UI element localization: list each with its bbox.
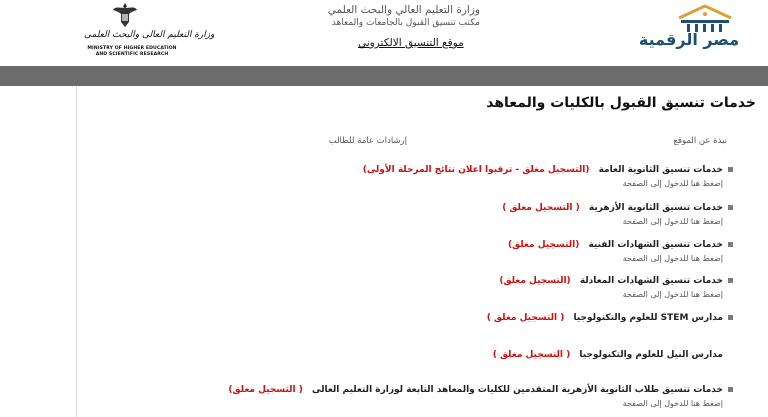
- bullet-icon: [728, 205, 733, 210]
- service-item-azhar-secondary: [77, 202, 768, 232]
- content-panel: [76, 86, 768, 417]
- service-enter-link[interactable]: إضغط هنا للدخول إلى الصفحة: [622, 399, 723, 408]
- site-link[interactable]: موقع التنسيق الالكتروني: [358, 37, 464, 49]
- registration-status: ( التسجيل مغلق ): [492, 350, 571, 360]
- service-item-technical-certificates: [77, 239, 768, 269]
- registration-status: ( التسجيل مغلق ): [486, 313, 565, 323]
- service-label: مدارس STEM للعلوم والتكنولوجيا: [573, 313, 723, 323]
- service-enter-link[interactable]: إضغط هنا للدخول إلى الصفحة: [622, 179, 723, 188]
- office-subtitle: مكتب تنسيق القبول بالجامعات والمعاهد: [331, 18, 480, 28]
- bullet-icon: [728, 242, 733, 247]
- student-guide-link[interactable]: إرشادات عامة للطالب: [328, 136, 407, 146]
- about-site-link[interactable]: نبذة عن الموقع: [673, 136, 727, 146]
- bullet-icon: [728, 315, 733, 320]
- page-title: خدمات تنسيق القبول بالكليات والمعاهد: [486, 95, 756, 111]
- service-enter-link[interactable]: إضغط هنا للدخول إلى الصفحة: [622, 254, 723, 263]
- digital-egypt-logo[interactable]: [638, 0, 765, 64]
- service-item-azhar-higher-education: [77, 384, 768, 414]
- service-enter-link[interactable]: إضغط هنا للدخول إلى الصفحة: [622, 217, 723, 226]
- registration-status: (التسجيل مغلق - ترقبوا اعلان نتائج المرحلة الأولى): [362, 165, 590, 175]
- registration-status: (التسجيل مغلق): [499, 276, 571, 286]
- site-header: [0, 0, 768, 66]
- registration-status: (التسجيل مغلق): [508, 240, 580, 250]
- digital-egypt-emblem-icon: [665, 0, 745, 34]
- service-label: خدمات تنسيق الثانوية العامة: [598, 165, 723, 175]
- bullet-icon: [728, 387, 733, 392]
- service-title[interactable]: [363, 164, 723, 176]
- registration-status: ( التسجيل مغلق): [228, 385, 303, 395]
- service-label: خدمات تنسيق الشهادات المعادلة: [579, 276, 723, 286]
- service-label: خدمات تنسيق طلاب الثانوية الأزهرية المتقدمين للكليات والمعاهد التابعة لوزارة التعليم العالى: [311, 385, 723, 395]
- eagle-emblem-icon: [112, 2, 138, 28]
- ministry-name-arabic: وزارة التعليم العالى والبحث العلمى: [84, 30, 215, 40]
- service-enter-link[interactable]: إضغط هنا للدخول إلى الصفحة: [622, 290, 723, 299]
- service-title[interactable]: [487, 312, 723, 324]
- service-label: مدارس النيل للعلوم والتكنولوجيا: [579, 350, 723, 360]
- office-title: [327, 4, 480, 29]
- bullet-icon: [728, 278, 733, 283]
- service-item-general-secondary: [77, 164, 768, 194]
- service-item-nile-schools: [77, 349, 768, 379]
- service-item-stem-schools: [77, 312, 768, 342]
- service-title[interactable]: [499, 275, 723, 287]
- service-title[interactable]: [493, 349, 723, 361]
- service-label: خدمات تنسيق الثانوية الأزهرية: [588, 203, 723, 213]
- ministry-name-english: MINISTRY OF HIGHER EDUCATION AND SCIENTIFIC RESEARCH: [87, 46, 177, 57]
- bullet-icon: [728, 167, 733, 172]
- service-title[interactable]: [508, 239, 723, 251]
- service-item-equivalent-certificates: [77, 275, 768, 305]
- nav-bar: [0, 66, 768, 86]
- ministry-logo[interactable]: [84, 0, 215, 64]
- digital-egypt-text: مصر الرقمية: [638, 30, 739, 49]
- service-title[interactable]: [228, 384, 723, 396]
- service-title[interactable]: [502, 202, 723, 214]
- service-label: خدمات تنسيق الشهادات الفنية: [588, 240, 723, 250]
- ministry-title: وزارة التعليم العالي والبحث العلمي: [327, 4, 480, 16]
- registration-status: ( التسجيل مغلق ): [502, 203, 580, 213]
